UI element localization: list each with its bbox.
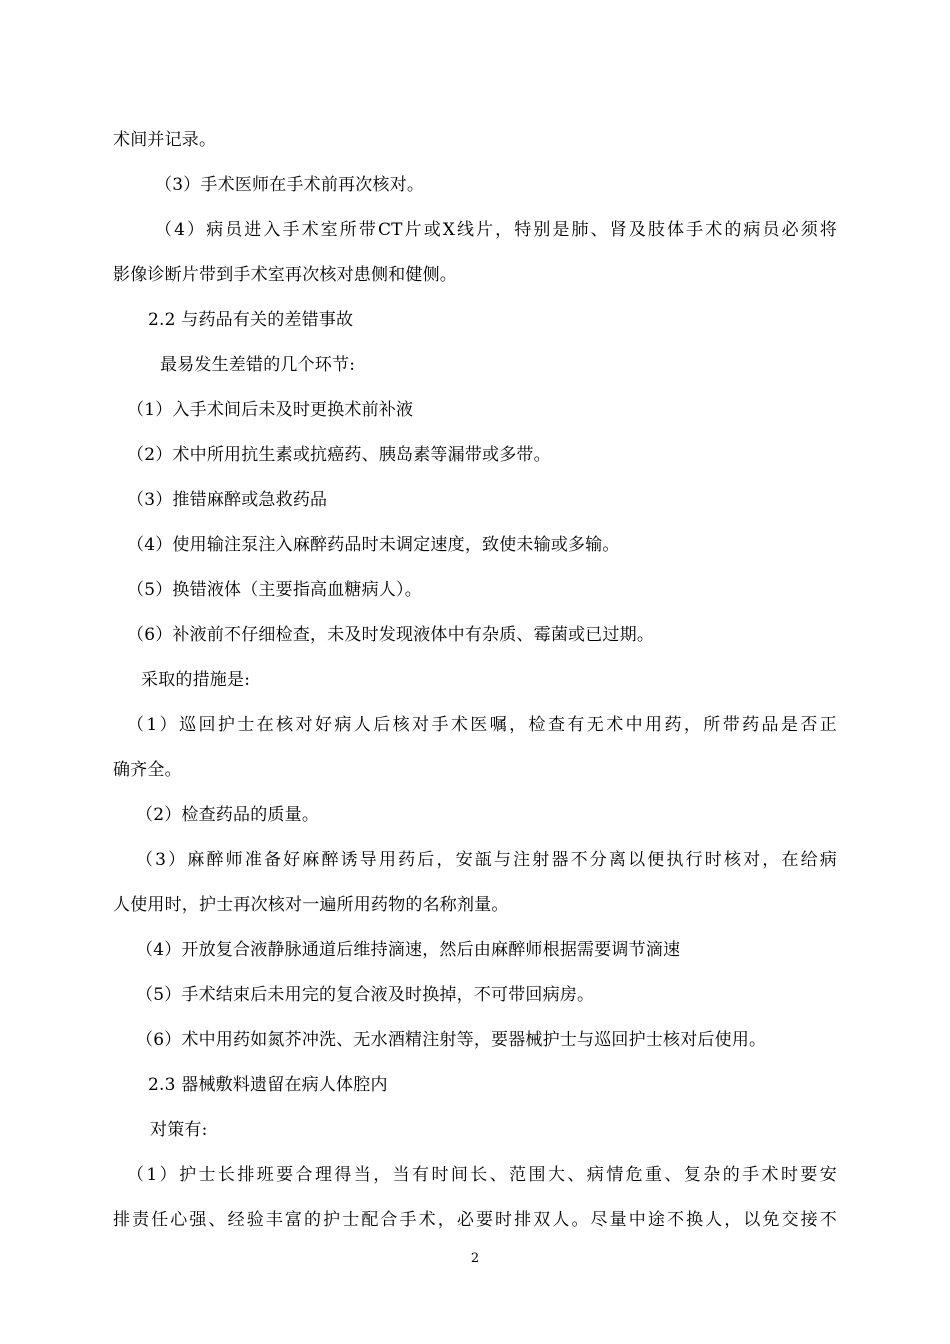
list-item: （2）检查药品的质量。 [136, 805, 320, 825]
list-item: （4）使用输注泵注入麻醉药品时未调定速度，致使未输或多输。 [127, 535, 620, 555]
list-item: （6）术中用药如氮芥冲洗、无水酒精注射等，要器械护士与巡回护士核对后使用。 [136, 1030, 767, 1050]
list-item: （1）入手术间后未及时更换术前补液 [127, 400, 414, 420]
paragraph-line: 确齐全。 [113, 760, 182, 780]
paragraph-line: （4）病员进入手术室所带CT片或X线片，特别是肺、肾及肢体手术的病员必须将 [155, 220, 837, 240]
list-item: （4）开放复合液静脉通道后维持滴速，然后由麻醉师根据需要调节滴速 [136, 940, 681, 960]
paragraph-line: 排责任心强、经验丰富的护士配合手术，必要时排双人。尽量中途不换人，以免交接不 [113, 1210, 837, 1230]
paragraph-line: 术间并记录。 [113, 130, 217, 150]
list-item: （5）手术结束后未用完的复合液及时换掉，不可带回病房。 [136, 985, 595, 1005]
section-heading: 2.3 器械敷料遗留在病人体腔内 [148, 1075, 388, 1095]
list-item: （1）护士长排班要合理得当，当有时间长、范围大、病情危重、复杂的手术时要安 [127, 1165, 837, 1185]
list-item: （1）巡回护士在核对好病人后核对手术医嘱，检查有无术中用药，所带药品是否正 [127, 715, 837, 735]
section-heading: 2.2 与药品有关的差错事故 [148, 310, 354, 330]
paragraph-line: 对策有: [150, 1120, 208, 1140]
list-item: （2）术中所用抗生素或抗癌药、胰岛素等漏带或多带。 [127, 445, 551, 465]
list-item: （3）推错麻醉或急救药品 [127, 490, 328, 510]
paragraph-line: 人使用时，护士再次核对一遍所用药物的名称剂量。 [113, 895, 509, 915]
paragraph-line: （3）手术医师在手术前再次核对。 [155, 175, 425, 195]
paragraph-line: 影像诊断片带到手术室再次核对患侧和健侧。 [113, 265, 457, 285]
page-number: 2 [470, 1251, 480, 1266]
paragraph-line: 最易发生差错的几个环节: [160, 355, 356, 375]
paragraph-line: 采取的措施是: [141, 670, 251, 690]
list-item: （6）补液前不仔细检查，未及时发现液体中有杂质、霉菌或已过期。 [127, 625, 655, 645]
list-item: （3）麻醉师准备好麻醉诱导用药后，安瓿与注射器不分离以便执行时核对，在给病 [136, 850, 837, 870]
list-item: （5）换错液体（主要指高血糖病人）。 [127, 580, 422, 600]
